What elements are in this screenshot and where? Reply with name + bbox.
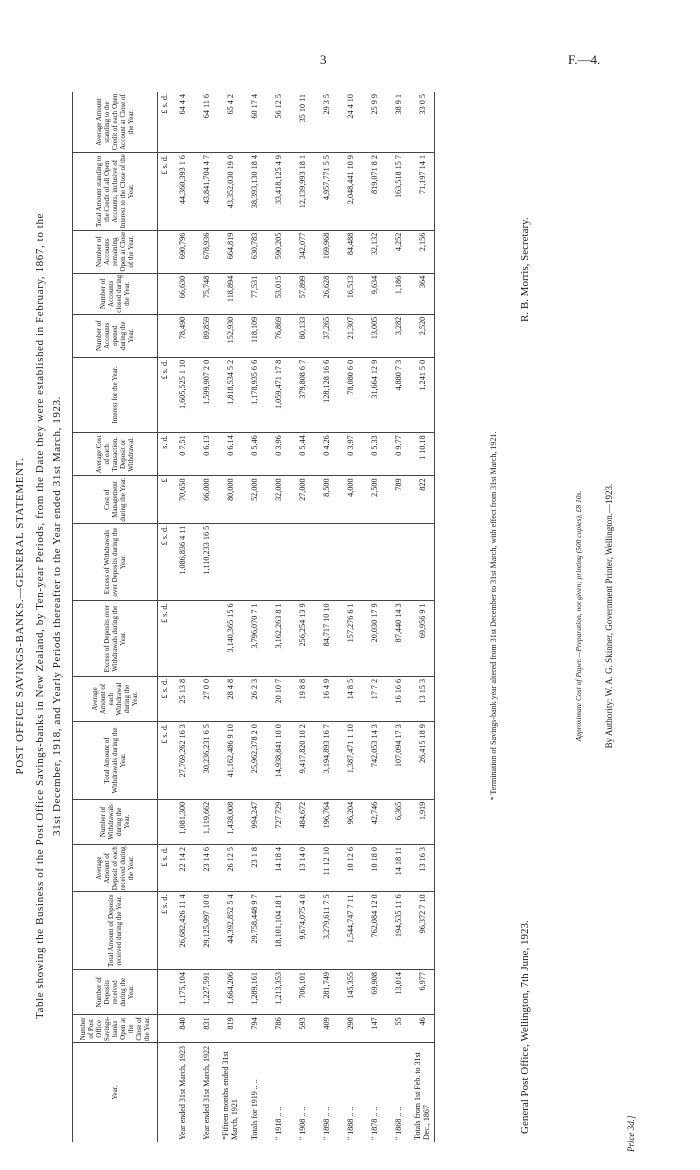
table-cell: 66,630: [170, 273, 194, 314]
table-cell: 78,490: [170, 314, 194, 357]
table-cell: 57,899: [290, 273, 314, 314]
table-cell: 819: [218, 1015, 242, 1043]
table-cell: 25 9 9: [362, 92, 386, 153]
page-number: 3: [320, 52, 327, 67]
table-cell: 96,372 7 10: [410, 892, 435, 970]
unit-cell: [158, 230, 171, 273]
table-cell: 26,415 18 9: [410, 722, 435, 800]
table-cell: 4,880 7 3: [386, 357, 410, 432]
table-cell: 10 12 6: [338, 845, 362, 892]
table-cell: 11 12 10: [314, 845, 338, 892]
unit-cell: £ s. d.: [158, 92, 171, 153]
table-cell: 1,086,836 4 11: [170, 523, 194, 601]
row-label: " 1878 .. ..: [369, 1106, 379, 1140]
table-cell: 0 6.13: [194, 433, 218, 476]
column-header: Number of Accounts closed during the Year.: [73, 273, 158, 314]
table-cell: 52,000: [242, 476, 266, 523]
table-cell: 55: [386, 1015, 410, 1043]
unit-cell: £ s. d.: [158, 845, 171, 892]
table-cell: 29 3 5: [314, 92, 338, 153]
column-header: Total Amount standing to the Credit of all Open Accounts, inclusive of Interest to the Close of the Year.: [73, 153, 158, 231]
table-cell: 281,749: [314, 970, 338, 1015]
table-cell: 819,071 8 2: [362, 153, 386, 231]
table-cell: 89,859: [194, 314, 218, 357]
table-cell: 0 5.46: [242, 433, 266, 476]
table-cell: [338, 523, 362, 601]
table-cell: 14,938,841 10 0: [266, 722, 290, 800]
document-title: POST OFFICE SAVINGS-BANKS.—GENERAL STATEMENT.: [14, 457, 26, 775]
header-row: [73, 92, 158, 1142]
table-cell: 53,015: [266, 273, 290, 314]
row-label: Totals for 1919 .. ..: [249, 1079, 259, 1140]
table-cell: 1,605,525 1 10: [170, 357, 194, 432]
table-cell: 29,125,997 10 0: [194, 892, 218, 970]
table-row: [266, 92, 290, 1142]
unit-cell: [158, 273, 171, 314]
unit-cell: £ s. d.: [158, 523, 171, 601]
table-cell: 35 10 11: [290, 92, 314, 153]
table-cell: 1,289,161: [242, 970, 266, 1015]
table-cell: 44,360,393 1 6: [170, 153, 194, 231]
table-cell: 9,634: [362, 273, 386, 314]
column-header: Average Cost of each Transaction, Deposit or Withdrawal.: [73, 433, 158, 476]
table-cell: 13 15 3: [410, 676, 435, 721]
table-cell: 87,440 14 3: [386, 601, 410, 676]
table-cell: 1,227,591: [194, 970, 218, 1015]
table-cell: 163,518 15 7: [386, 153, 410, 231]
table-cell: 0 6.14: [218, 433, 242, 476]
table-cell: 16,513: [338, 273, 362, 314]
table-cell: 33 0 5: [410, 92, 435, 153]
column-header: Number of Post Office Savings-banks Open at the Close of the Year.: [73, 1015, 158, 1043]
row-label: " 1888 .. ..: [345, 1106, 355, 1140]
table-cell: 96,204: [338, 799, 362, 844]
table-cell: 14 8 5: [338, 676, 362, 721]
unit-cell: £: [158, 476, 171, 523]
row-label: Year ended 31st March, 1923: [177, 1045, 187, 1140]
table-cell: 1,599,907 2 0: [194, 357, 218, 432]
unit-cell: £ s. d.: [158, 153, 171, 231]
table-cell: 22 14 2: [170, 845, 194, 892]
table-cell: 831: [194, 1015, 218, 1043]
table-row: [218, 92, 242, 1142]
column-header: Average Amount of each Withdrawal during the Year.: [73, 676, 158, 721]
table-cell: 379,808 6 7: [290, 357, 314, 432]
table-cell: 1,081,300: [170, 799, 194, 844]
table-cell: 1,664,206: [218, 970, 242, 1015]
table-cell: 25,962,378 2 0: [242, 722, 266, 800]
table-cell: 706,101: [290, 970, 314, 1015]
row-label: " 1908 .. ..: [297, 1106, 307, 1140]
cost-note: Approximate Cost of Paper.—Preparation, not given; printing (500 copies), £8 10s.: [574, 490, 583, 742]
table-cell: 742,053 14 3: [362, 722, 386, 800]
column-header: Excess of Withdrawals over Deposits during the Year.: [73, 523, 158, 601]
table-cell: 13 16 3: [410, 845, 435, 892]
table-cell: 38 9 1: [386, 92, 410, 153]
table-cell: 194,535 11 6: [386, 892, 410, 970]
table-cell: 84,488: [338, 230, 362, 273]
table-cell: [410, 523, 435, 601]
table-cell: 42,746: [362, 799, 386, 844]
table-cell: 994,247: [242, 799, 266, 844]
table-cell: 1 10.18: [410, 433, 435, 476]
table-row: [362, 92, 386, 1142]
table-cell: 77,531: [242, 273, 266, 314]
table-cell: 26 2 3: [242, 676, 266, 721]
table-cell: 2,520: [410, 314, 435, 357]
table-cell: 76,869: [266, 314, 290, 357]
row-label: " 1868 .. ..: [393, 1106, 403, 1140]
table-cell: 1,818,534 5 2: [218, 357, 242, 432]
table-row: [410, 92, 435, 1142]
table-row: [338, 92, 362, 1142]
table-cell: 13,005: [362, 314, 386, 357]
table-cell: 24 4 10: [338, 92, 362, 153]
table-cell: 762,084 12 0: [362, 892, 386, 970]
table-cell: 60 17 4: [242, 92, 266, 153]
unit-cell: [158, 799, 171, 844]
place-date: General Post Office, Wellington, 7th June, 1923.: [519, 920, 531, 1134]
table-cell: 727 729: [266, 799, 290, 844]
table-cell: 69,908: [362, 970, 386, 1015]
table-cell: 43,841,704 4 7: [194, 153, 218, 231]
table-cell: 152,930: [218, 314, 242, 357]
table-cell: 840: [170, 1015, 194, 1043]
table-cell: 27,769,262 16 3: [170, 722, 194, 800]
table-caption-line1: Table showing the Business of the Post Office Savings-banks in New Zealand, by Ten-year Periods, from the Date they were established in February, 1867, to the: [34, 212, 46, 1020]
table-cell: 1,387,471 1 10: [338, 722, 362, 800]
table-cell: 26,628: [314, 273, 338, 314]
table-cell: [170, 601, 194, 676]
table-cell: 13 14 0: [290, 845, 314, 892]
table-cell: 256,254 13 9: [290, 601, 314, 676]
row-label: Year ended 31st March, 1922: [201, 1045, 211, 1140]
table-cell: 26,682,426 11 4: [170, 892, 194, 970]
table-cell: 75,748: [194, 273, 218, 314]
table-cell: 690,796: [170, 230, 194, 273]
table-cell: 4,000: [338, 476, 362, 523]
column-header: Interest for the Year.: [73, 357, 158, 432]
table-caption-line2: 31st December, 1918, and Yearly Periods thereafter to the Year ended 31st March, 1923.: [51, 395, 63, 837]
table-row: [290, 92, 314, 1142]
table-cell: 3,282: [386, 314, 410, 357]
table-cell: 29,758,448 9 7: [242, 892, 266, 970]
table-cell: 14 18 11: [386, 845, 410, 892]
table-cell: 26 12 5: [218, 845, 242, 892]
row-label: " 1918 .. ..: [273, 1106, 283, 1140]
table-cell: 70,650: [170, 476, 194, 523]
table-cell: 593: [290, 1015, 314, 1043]
table-cell: 1,241 5 0: [410, 357, 435, 432]
unit-cell: s. d.: [158, 433, 171, 476]
unit-cell: [158, 314, 171, 357]
table-cell: 3,140,365 15 6: [218, 601, 242, 676]
table-cell: 0 5.33: [362, 433, 386, 476]
unit-cell: [158, 1015, 171, 1043]
table-cell: 16 16 6: [386, 676, 410, 721]
table-cell: 1,059,471 17 8: [266, 357, 290, 432]
statement-table: [72, 92, 435, 1142]
unit-cell: £ s. d.: [158, 601, 171, 676]
table-cell: 19 8 8: [290, 676, 314, 721]
table-cell: 1,186: [386, 273, 410, 314]
table-cell: 16 4 9: [314, 676, 338, 721]
table-cell: 169,968: [314, 230, 338, 273]
table-cell: 14 18 4: [266, 845, 290, 892]
table-cell: 342,077: [290, 230, 314, 273]
table-cell: 28 4 8: [218, 676, 242, 721]
table-cell: 32,000: [266, 476, 290, 523]
table-cell: 38,393,130 18 4: [242, 153, 266, 231]
row-label: *Fifteen months ended 31st March, 1921: [221, 1051, 239, 1140]
table-cell: 27 0 0: [194, 676, 218, 721]
table-cell: 409: [314, 1015, 338, 1043]
table-cell: [290, 523, 314, 601]
table-cell: 78,080 6 0: [338, 357, 362, 432]
table-cell: 30,236,231 6 5: [194, 722, 218, 800]
table-cell: 32,132: [362, 230, 386, 273]
column-header: Total Amount of Deposits received during the Year.: [73, 892, 158, 970]
table-row: [170, 92, 194, 1142]
table-cell: 2,500: [362, 476, 386, 523]
table-cell: 64 11 6: [194, 92, 218, 153]
table-cell: [266, 523, 290, 601]
table-cell: 145,355: [338, 970, 362, 1015]
table-cell: 147: [362, 1015, 386, 1043]
table-cell: 118,109: [242, 314, 266, 357]
column-header: Number of Accounts remaining Open at Close of the Year.: [73, 230, 158, 273]
table-cell: 23 14 6: [194, 845, 218, 892]
table-cell: 0 9.77: [386, 433, 410, 476]
table-cell: [314, 523, 338, 601]
table-cell: 46: [410, 1015, 435, 1043]
table-cell: 290: [338, 1015, 362, 1043]
row-label: " 1898 .. ..: [321, 1106, 331, 1140]
page-reference: F.—4.: [568, 52, 601, 67]
table-cell: 678,936: [194, 230, 218, 273]
table-row: [314, 92, 338, 1142]
table-cell: 12,139,993 18 1: [290, 153, 314, 231]
table-cell: 25 13 8: [170, 676, 194, 721]
rotated-content: [14, 80, 674, 1152]
unit-cell: £ s. d.: [158, 892, 171, 970]
table-cell: 66,000: [194, 476, 218, 523]
table-cell: 630,783: [242, 230, 266, 273]
table-cell: [194, 601, 218, 676]
table-cell: 664,819: [218, 230, 242, 273]
table-cell: 33,418,125 4 9: [266, 153, 290, 231]
table-cell: 17 7 2: [362, 676, 386, 721]
table-cell: 484,672: [290, 799, 314, 844]
table-cell: 0 7.51: [170, 433, 194, 476]
table-cell: 43,352,030 19 0: [218, 153, 242, 231]
table-cell: 56 12 5: [266, 92, 290, 153]
unit-cell: £ s. d.: [158, 357, 171, 432]
unit-cell: [158, 970, 171, 1015]
unit-cell: £ s. d.: [158, 676, 171, 721]
table-cell: 107,094 17 3: [386, 722, 410, 800]
column-header: Cost of Management during the Year.: [73, 476, 158, 523]
table-cell: 37,265: [314, 314, 338, 357]
table-cell: 84,717 10 10: [314, 601, 338, 676]
table-cell: 21,307: [338, 314, 362, 357]
column-header: Number of Withdrawals during the Year.: [73, 799, 158, 844]
column-header: Excess of Deposits over Withdrawals during the Year.: [73, 601, 158, 676]
table-cell: 364: [410, 273, 435, 314]
table-cell: 3,279,611 7 5: [314, 892, 338, 970]
table-cell: 6,365: [386, 799, 410, 844]
table-cell: 789: [386, 476, 410, 523]
table-cell: 128,128 16 6: [314, 357, 338, 432]
table-cell: 65 4 2: [218, 92, 242, 153]
table-cell: 0 3.96: [266, 433, 290, 476]
table-row: [386, 92, 410, 1142]
table-cell: [386, 523, 410, 601]
table-cell: 1,919: [410, 799, 435, 844]
column-header: Total Amount of Withdrawals during the Year.: [73, 722, 158, 800]
table-cell: [242, 523, 266, 601]
table-cell: 44,392,852 5 4: [218, 892, 242, 970]
table-cell: 64 4 4: [170, 92, 194, 153]
table-cell: 80,000: [218, 476, 242, 523]
secretary-signature: R. B. Morris, Secretary.: [519, 217, 531, 322]
price-note: Price 3d.]: [626, 1115, 636, 1152]
table-cell: 8,500: [314, 476, 338, 523]
table-cell: 4,252: [386, 230, 410, 273]
units-row: [158, 92, 171, 1142]
table-cell: [362, 523, 386, 601]
table-cell: 1,544,747 7 11: [338, 892, 362, 970]
table-row: [194, 92, 218, 1142]
table-cell: 0 3.97: [338, 433, 362, 476]
column-header: Number of Deposits received during the Year.: [73, 970, 158, 1015]
table-header: [73, 92, 158, 1142]
table-cell: 794: [242, 1015, 266, 1043]
row-label: Totals from 1st Feb. to 31st Dec., 1867: [410, 1043, 435, 1142]
table-cell: 1,438,008: [218, 799, 242, 844]
table-cell: 13,014: [386, 970, 410, 1015]
table-cell: 1,213,353: [266, 970, 290, 1015]
table-cell: 9,417,820 10 2: [290, 722, 314, 800]
printer-authority: By Authority: W. A. G. Skinner, Government Printer, Wellington.—1923.: [604, 483, 614, 749]
table-cell: 9,674,075 4 0: [290, 892, 314, 970]
table-cell: 118,894: [218, 273, 242, 314]
table-cell: 157,276 6 1: [338, 601, 362, 676]
column-header: Average Amount of Deposit of each received during the Year.: [73, 845, 158, 892]
table-cell: 20 10 7: [266, 676, 290, 721]
table-cell: 0 4.26: [314, 433, 338, 476]
table-body: [158, 92, 435, 1142]
table-cell: 20,030 17 9: [362, 601, 386, 676]
table-cell: 2,156: [410, 230, 435, 273]
table-cell: 822: [410, 476, 435, 523]
table-cell: 3,194,893 16 7: [314, 722, 338, 800]
unit-cell: [158, 1043, 171, 1142]
table-row: [242, 92, 266, 1142]
table-cell: 786: [266, 1015, 290, 1043]
table-cell: 3,162,263 8 1: [266, 601, 290, 676]
table-cell: 27,000: [290, 476, 314, 523]
table-cell: 590,205: [266, 230, 290, 273]
table-cell: 3,796,070 7 1: [242, 601, 266, 676]
table-cell: 196,764: [314, 799, 338, 844]
column-header: Year.: [73, 1043, 158, 1142]
table-cell: 80,133: [290, 314, 314, 357]
table-cell: 41,162,486 9 10: [218, 722, 242, 800]
unit-cell: £ s. d.: [158, 722, 171, 800]
table-cell: 23 1 8: [242, 845, 266, 892]
table-cell: 1,175,104: [170, 970, 194, 1015]
column-header: Number of Accounts opened during the Year.: [73, 314, 158, 357]
table-cell: 10 18 0: [362, 845, 386, 892]
table-cell: 0 5.44: [290, 433, 314, 476]
table-cell: 4,957,771 5 5: [314, 153, 338, 231]
table-cell: 1,119,662: [194, 799, 218, 844]
footnote: * Termination of Savings-bank year altered from 31st December to 31st March, with effect from 31st March, 1921.: [489, 431, 498, 801]
table-cell: 71,197 14 1: [410, 153, 435, 231]
table-cell: 6,977: [410, 970, 435, 1015]
table-cell: 2,048,441 10 9: [338, 153, 362, 231]
table-cell: [218, 523, 242, 601]
table-cell: 31,664 12 9: [362, 357, 386, 432]
table-cell: 1,178,935 6 6: [242, 357, 266, 432]
table-cell: 18,101,104 18 1: [266, 892, 290, 970]
column-header: Average Amount standing to the Credit of each Open Account at Close of the Year.: [73, 92, 158, 153]
table-cell: 1,110,233 16 5: [194, 523, 218, 601]
table-cell: 69,956 9 1: [410, 601, 435, 676]
